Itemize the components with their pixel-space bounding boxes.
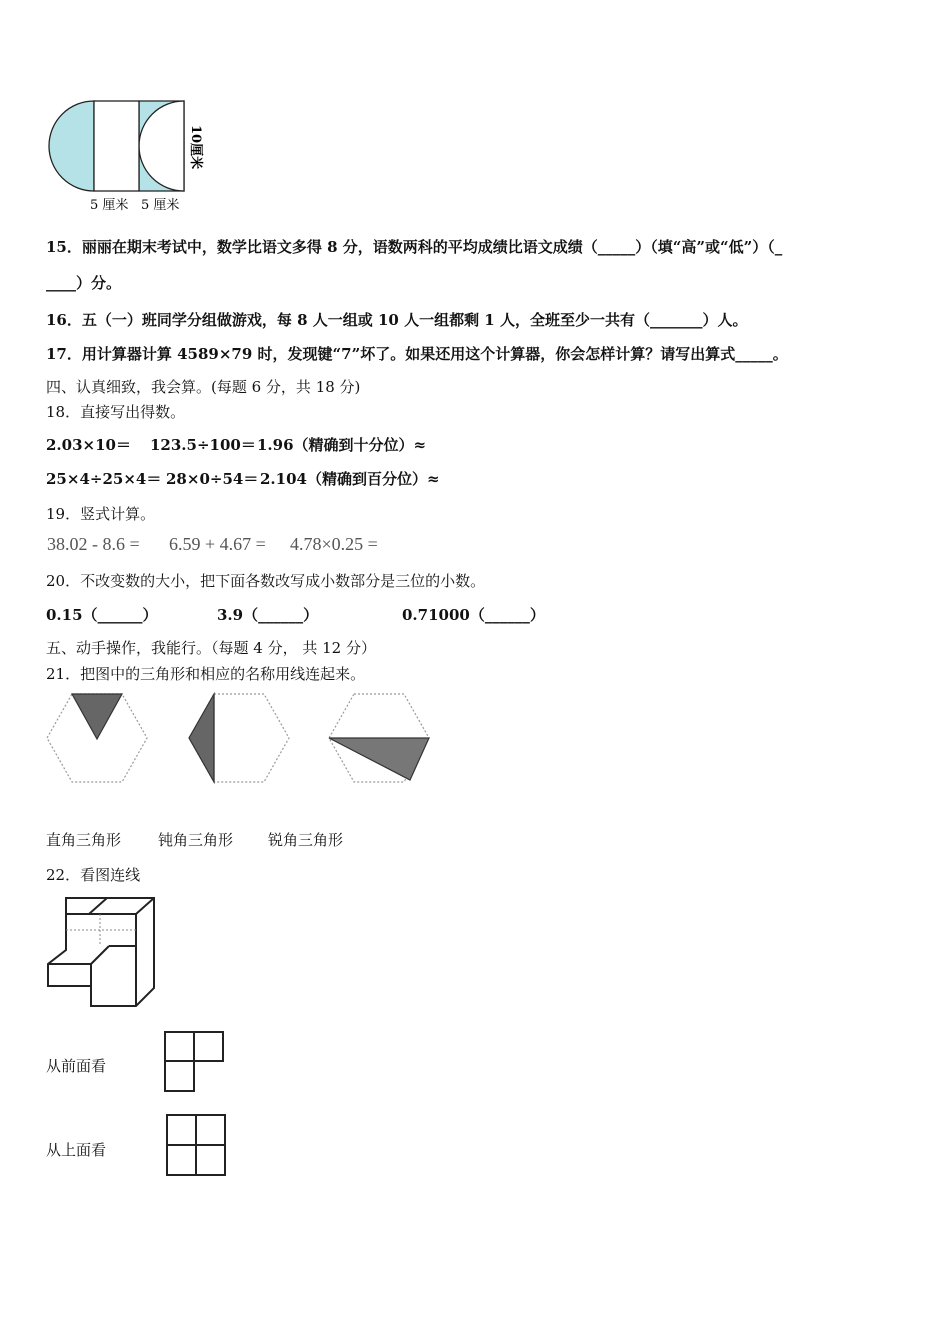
dim-label-right: 5 厘米: [141, 198, 180, 213]
q21-title: 21．把图中的三角形和相应的名称用线连起来。: [46, 665, 366, 683]
q17-text: 17．用计算器计算 4589×79 时，发现键“7”坏了。如果还用这个计算器，你会怎样计算？请写出算式_____。: [46, 345, 788, 363]
q22-front-label: 从前面看: [46, 1057, 107, 1075]
section5-title: 五、动手操作，我能行。（每题 4 分， 共 12 分）: [46, 639, 376, 657]
q19-title: 19．竖式计算。: [46, 505, 156, 523]
dim-label-left: 5 厘米: [90, 198, 129, 213]
q20-item: 0.15（______）: [46, 606, 158, 624]
hexagon-figure-3: [326, 692, 438, 784]
q15-line2: ____）分。: [46, 274, 122, 292]
left-semicircle: [49, 101, 94, 191]
q18-r2-item: 25×4÷25×4＝: [46, 470, 162, 488]
q21-name: 直角三角形: [46, 831, 122, 849]
dim-label-height: 10厘米: [188, 125, 203, 170]
q20-item: 0.71000（______）: [402, 606, 545, 624]
section4-title: 四、认真细致，我会算。(每题 6 分，共 18 分): [46, 378, 361, 396]
shaded-triangle: [189, 694, 214, 782]
q16-text: 16．五（一）班同学分组做游戏，每 8 人一组或 10 人一组都剩 1 人，全班至少一共有（_______）人。: [46, 311, 748, 329]
cube-stack-figure: [44, 894, 158, 1012]
center-rectangle: [94, 101, 139, 191]
q19-item: 4.78×0.25 =: [290, 534, 378, 554]
q18-r1-item: 1.96（精确到十分位）≈: [257, 436, 427, 454]
q22-top-label: 从上面看: [46, 1141, 107, 1159]
hexagon-figure-1: [44, 692, 156, 784]
q21-name: 钝角三角形: [158, 831, 234, 849]
hexagon-figure-2: [186, 692, 298, 784]
q18-r2-item: 28×0÷54＝: [166, 470, 259, 488]
q15-line1: 15．丽丽在期末考试中，数学比语文多得 8 分，语数两科的平均成绩比语文成绩（_____）（填“高”或“低”）（_: [46, 238, 783, 256]
q22-title: 22．看图连线: [46, 866, 141, 884]
semicircle-rectangle-figure: [40, 92, 220, 217]
q19-item: 6.59 + 4.67 =: [169, 534, 266, 554]
q19-item: 38.02 - 8.6 =: [47, 534, 140, 554]
q18-r1-item: 2.03×10＝: [46, 436, 131, 454]
q18-title: 18．直接写出得数。: [46, 403, 186, 421]
q21-name: 锐角三角形: [268, 831, 344, 849]
q20-title: 20．不改变数的大小，把下面各数改写成小数部分是三位的小数。: [46, 572, 486, 590]
q18-r1-item: 123.5÷100＝: [150, 436, 256, 454]
q20-item: 3.9（______）: [217, 606, 319, 624]
front-view-figure: [160, 1028, 228, 1096]
top-view-figure: [160, 1110, 232, 1182]
q18-r2-item: 2.104（精确到百分位）≈: [260, 470, 440, 488]
